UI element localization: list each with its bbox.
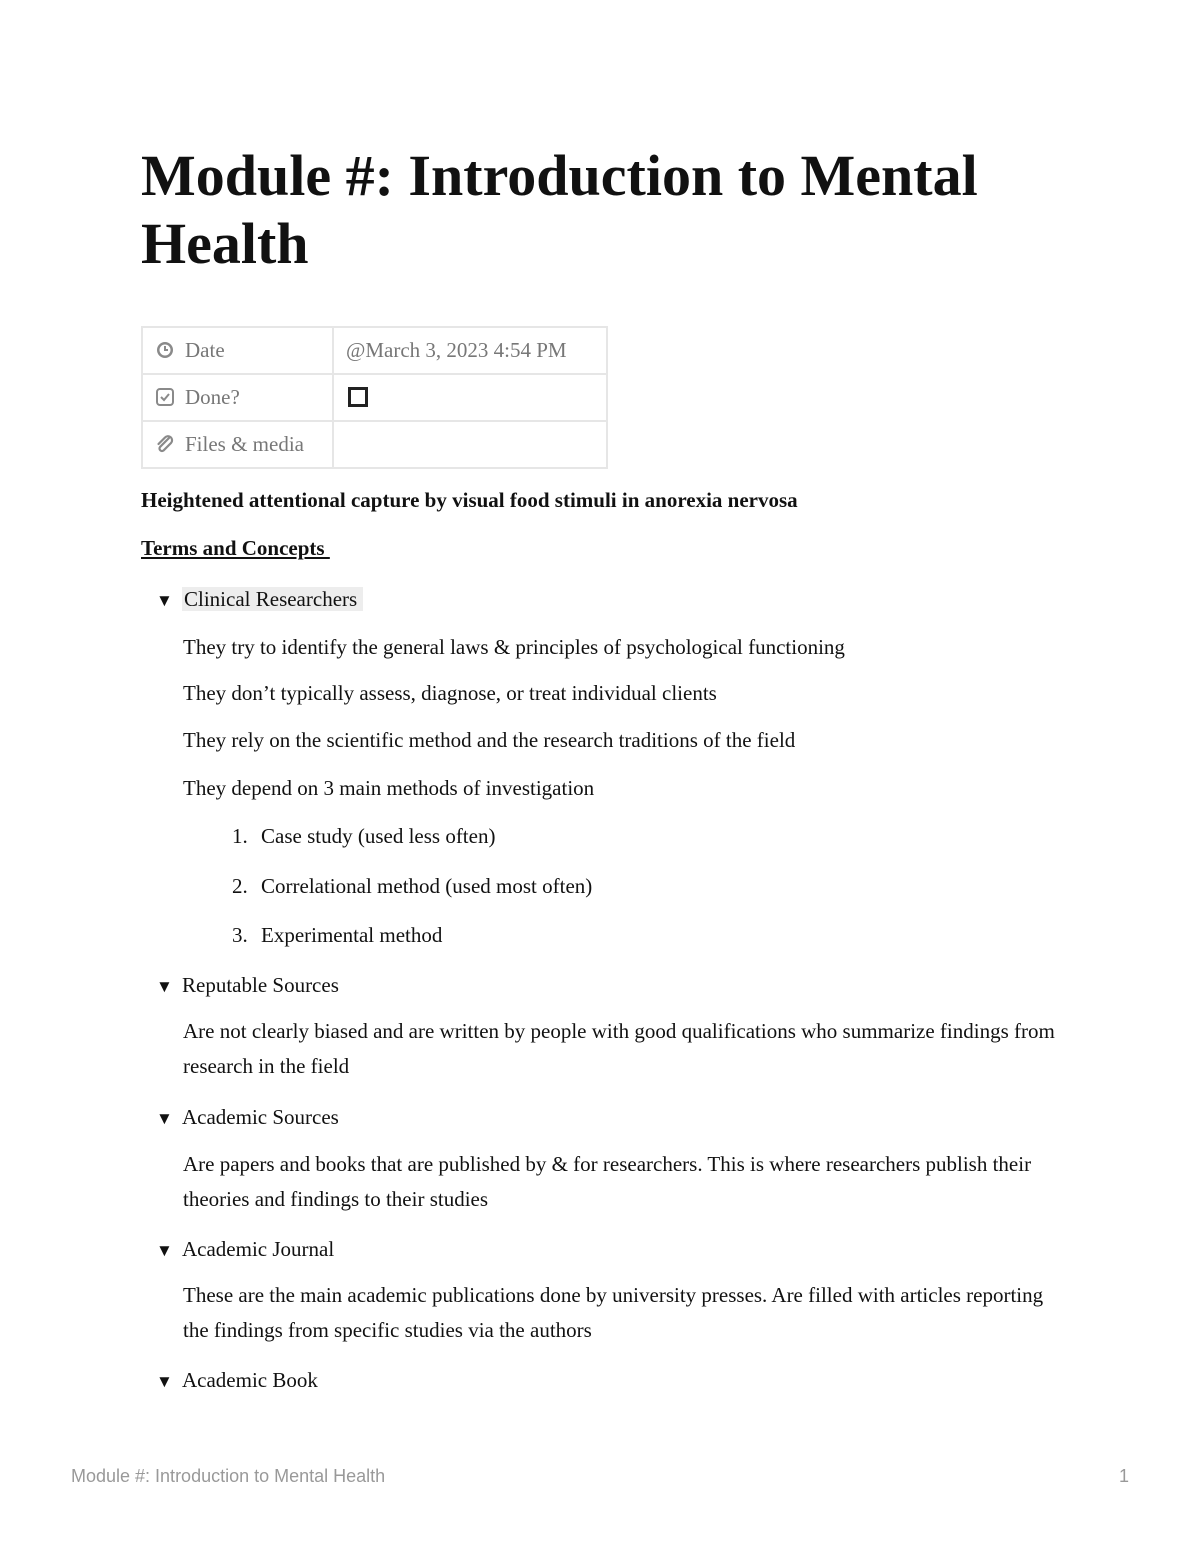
list-number: 2. [232,874,248,898]
property-key-label: Done? [185,385,240,409]
toggle-academic-book[interactable] [156,1366,318,1396]
toggle-academic-sources[interactable] [156,1103,339,1133]
property-row-done [142,374,607,421]
list-text: Experimental method [261,923,443,947]
paragraph: Are not clearly biased and are written by people with good qualifications who summarize findings from research in the field [183,1019,1055,1078]
toggle-label: Academic Book [182,1368,318,1392]
toggle-academic-journal[interactable] [156,1235,334,1265]
paragraph: They rely on the scientific method and the research traditions of the field [183,728,796,752]
toggle-label: Academic Sources [182,1105,339,1129]
list-item [232,822,495,850]
paperclip-icon [155,434,175,454]
toggle-label: Academic Journal [182,1237,335,1261]
list-text: Correlational method (used most often) [261,874,593,898]
property-row-files [142,421,607,468]
paragraph: Are papers and books that are published by & for researchers. This is where researchers publish their theories and findings to their studies [183,1152,1032,1211]
paragraph: They try to identify the general laws & principles of psychological functioning [183,635,845,659]
files-value[interactable] [333,421,607,468]
paragraph: They don’t typically assess, diagnose, or treat individual clients [183,681,717,705]
toggle-label: Reputable Sources [182,973,339,997]
property-key[interactable] [142,421,333,468]
date-value[interactable]: @March 3, 2023 4:54 PM [333,327,607,374]
property-key-label: Date [185,338,225,362]
list-item [232,872,592,900]
toggle-arrow-icon[interactable]: ▼ [156,977,173,996]
list-number: 3. [232,923,248,947]
footer-title: Module #: Introduction to Mental Health [71,1466,386,1486]
article-title: Heightened attentional capture by visual food stimuli in anorexia nervosa [141,488,798,512]
toggle-arrow-icon[interactable]: ▼ [156,1372,173,1391]
toggle-label: Clinical Researchers [182,587,363,611]
paragraph: These are the main academic publications done by university presses. Are filled with articles reporting the findings from specific studies via the authors [183,1283,1044,1342]
property-row-date [142,327,607,374]
toggle-arrow-icon[interactable]: ▼ [156,591,173,610]
toggle-arrow-icon[interactable]: ▼ [156,1241,173,1260]
page-title: Module #: Introduction to Mental Health [141,143,978,276]
done-checkbox[interactable] [348,387,368,407]
toggle-arrow-icon[interactable]: ▼ [156,1109,173,1128]
list-text: Case study (used less often) [261,824,496,848]
list-item [232,921,442,949]
toggle-reputable-sources[interactable] [156,971,339,1001]
toggle-clinical-researchers[interactable] [156,585,363,615]
property-key[interactable] [142,327,333,374]
list-number: 1. [232,824,248,848]
property-key[interactable] [142,374,333,421]
paragraph: They depend on 3 main methods of investigation [183,776,595,800]
section-title: Terms and Concepts [141,536,330,560]
properties-table [141,326,608,469]
clock-icon [155,340,175,360]
property-key-label: Files & media [185,432,304,456]
page-number: 1 [1118,1466,1129,1486]
done-value [333,374,607,421]
checkbox-icon [155,387,175,407]
